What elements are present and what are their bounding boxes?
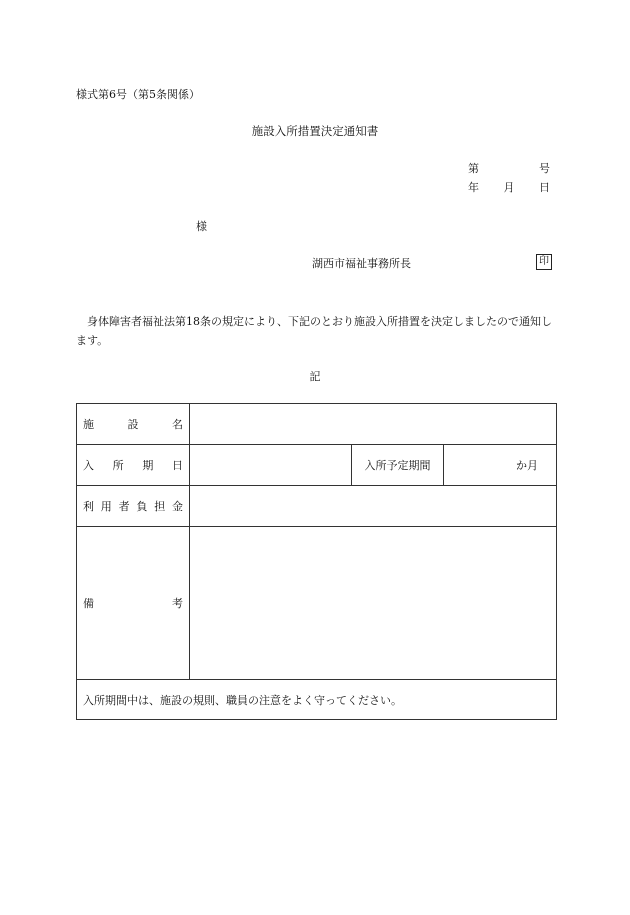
- burden-label-char: 負: [136, 500, 148, 513]
- remarks-value[interactable]: [190, 527, 557, 680]
- number-suffix: 号: [539, 162, 550, 175]
- footer-row: [77, 680, 557, 720]
- admission-label-char: 期: [142, 459, 154, 472]
- burden-row: [77, 486, 557, 527]
- admission-label-char: 日: [171, 459, 183, 472]
- document-number: [468, 160, 550, 176]
- remarks-row: [77, 527, 557, 680]
- admission-label: [77, 445, 190, 486]
- period-months[interactable]: か月: [444, 445, 557, 486]
- date-year: 年: [468, 181, 479, 194]
- burden-label-char: 者: [118, 500, 130, 513]
- issuer-name: 湖西市福祉事務所長: [312, 257, 411, 270]
- number-prefix: 第: [468, 162, 479, 175]
- burden-label-char: 用: [100, 500, 112, 513]
- admission-date-value[interactable]: [190, 445, 352, 486]
- burden-label-char: 利: [83, 500, 94, 513]
- remarks-label-char: 考: [172, 597, 183, 610]
- burden-label-char: 金: [171, 500, 183, 513]
- burden-label-char: 担: [154, 500, 166, 513]
- footer-notice: 入所期間中は、施設の規則、職員の注意をよく守ってください。: [77, 680, 557, 720]
- facility-label-char: 名: [172, 418, 183, 431]
- remarks-label-char: 備: [83, 597, 94, 610]
- ki-heading: 記: [309, 370, 321, 383]
- facility-value[interactable]: [190, 404, 557, 445]
- seal-mark: 印: [536, 254, 552, 270]
- page-title: 施設入所措置決定通知書: [251, 124, 379, 138]
- facility-label-char: 設: [127, 418, 139, 431]
- admission-label-char: 所: [112, 459, 124, 472]
- facility-label-char: 施: [83, 418, 94, 431]
- burden-value[interactable]: [190, 486, 557, 527]
- date-day: 日: [539, 181, 550, 194]
- addressee-suffix: 様: [196, 220, 207, 233]
- details-table: [76, 403, 557, 720]
- document-date: [468, 179, 550, 195]
- date-month: 月: [503, 181, 515, 194]
- admission-row: [77, 445, 557, 486]
- admission-label-char: 入: [83, 459, 94, 472]
- burden-label: [77, 486, 190, 527]
- facility-row: [77, 404, 557, 445]
- period-label: 入所予定期間: [352, 445, 444, 486]
- facility-label: [77, 404, 190, 445]
- form-id: 様式第6号（第5条関係）: [76, 88, 200, 101]
- body-text: 身体障害者福祉法第18条の規定により、下記のとおり施設入所措置を決定しましたので通知します。: [76, 315, 552, 347]
- remarks-label: [77, 527, 190, 680]
